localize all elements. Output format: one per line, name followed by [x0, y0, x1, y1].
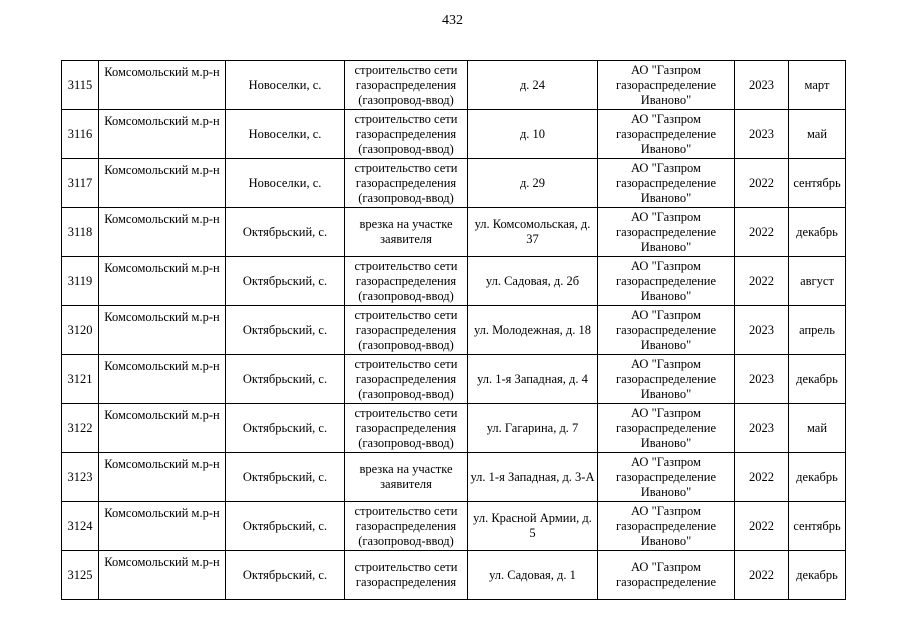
row-number: 3115 — [62, 61, 99, 110]
month-cell: сентябрь — [789, 502, 846, 551]
district-cell: Комсомольский м.р-н — [99, 159, 226, 208]
month-cell: декабрь — [789, 208, 846, 257]
district-cell: Комсомольский м.р-н — [99, 257, 226, 306]
address-cell: ул. Красной Армии, д. 5 — [468, 502, 598, 551]
row-number: 3123 — [62, 453, 99, 502]
locality-cell: Новоселки, с. — [226, 110, 345, 159]
month-cell: сентябрь — [789, 159, 846, 208]
organization-cell: АО "Газпром газораспределение Иваново" — [598, 306, 735, 355]
row-number: 3120 — [62, 306, 99, 355]
organization-cell: АО "Газпром газораспределение Иваново" — [598, 110, 735, 159]
locality-cell: Октябрьский, с. — [226, 502, 345, 551]
organization-cell: АО "Газпром газораспределение Иваново" — [598, 355, 735, 404]
organization-cell: АО "Газпром газораспределение Иваново" — [598, 257, 735, 306]
address-cell: ул. 1-я Западная, д. 4 — [468, 355, 598, 404]
row-number: 3125 — [62, 551, 99, 600]
row-number: 3116 — [62, 110, 99, 159]
locality-cell: Октябрьский, с. — [226, 404, 345, 453]
month-cell: май — [789, 404, 846, 453]
district-cell: Комсомольский м.р-н — [99, 404, 226, 453]
district-cell: Комсомольский м.р-н — [99, 306, 226, 355]
address-cell: ул. Садовая, д. 2б — [468, 257, 598, 306]
table-row — [62, 257, 846, 306]
district-cell: Комсомольский м.р-н — [99, 355, 226, 404]
month-cell: декабрь — [789, 453, 846, 502]
table-body — [62, 61, 846, 600]
year-cell: 2023 — [735, 110, 789, 159]
month-cell: апрель — [789, 306, 846, 355]
year-cell: 2022 — [735, 502, 789, 551]
work-type-cell: строительство сети газораспределения (газопровод-ввод) — [345, 404, 468, 453]
table-row — [62, 208, 846, 257]
address-cell: д. 10 — [468, 110, 598, 159]
locality-cell: Новоселки, с. — [226, 61, 345, 110]
table-row — [62, 110, 846, 159]
year-cell: 2022 — [735, 453, 789, 502]
gas-connection-table-wrapper — [61, 60, 845, 589]
work-type-cell: врезка на участке заявителя — [345, 208, 468, 257]
row-number: 3118 — [62, 208, 99, 257]
row-number: 3124 — [62, 502, 99, 551]
month-cell: март — [789, 61, 846, 110]
district-cell: Комсомольский м.р-н — [99, 453, 226, 502]
year-cell: 2022 — [735, 551, 789, 600]
work-type-cell: строительство сети газораспределения (газопровод-ввод) — [345, 306, 468, 355]
organization-cell: АО "Газпром газораспределение — [598, 551, 735, 600]
address-cell: ул. Молодежная, д. 18 — [468, 306, 598, 355]
year-cell: 2022 — [735, 257, 789, 306]
month-cell: май — [789, 110, 846, 159]
table-row — [62, 453, 846, 502]
table-row — [62, 355, 846, 404]
table-row — [62, 159, 846, 208]
district-cell: Комсомольский м.р-н — [99, 110, 226, 159]
year-cell: 2023 — [735, 306, 789, 355]
address-cell: ул. Садовая, д. 1 — [468, 551, 598, 600]
locality-cell: Октябрьский, с. — [226, 257, 345, 306]
organization-cell: АО "Газпром газораспределение Иваново" — [598, 502, 735, 551]
month-cell: декабрь — [789, 551, 846, 600]
gas-connection-table — [61, 60, 846, 600]
address-cell: д. 24 — [468, 61, 598, 110]
work-type-cell: врезка на участке заявителя — [345, 453, 468, 502]
district-cell: Комсомольский м.р-н — [99, 502, 226, 551]
row-number: 3117 — [62, 159, 99, 208]
year-cell: 2023 — [735, 61, 789, 110]
organization-cell: АО "Газпром газораспределение Иваново" — [598, 208, 735, 257]
district-cell: Комсомольский м.р-н — [99, 61, 226, 110]
district-cell: Комсомольский м.р-н — [99, 551, 226, 600]
year-cell: 2022 — [735, 159, 789, 208]
work-type-cell: строительство сети газораспределения (газопровод-ввод) — [345, 110, 468, 159]
year-cell: 2023 — [735, 404, 789, 453]
table-row — [62, 551, 846, 600]
work-type-cell: строительство сети газораспределения (газопровод-ввод) — [345, 355, 468, 404]
table-row — [62, 404, 846, 453]
row-number: 3119 — [62, 257, 99, 306]
table-row — [62, 306, 846, 355]
locality-cell: Октябрьский, с. — [226, 306, 345, 355]
address-cell: ул. Комсомольская, д. 37 — [468, 208, 598, 257]
address-cell: ул. 1-я Западная, д. 3-А — [468, 453, 598, 502]
month-cell: август — [789, 257, 846, 306]
district-cell: Комсомольский м.р-н — [99, 208, 226, 257]
address-cell: ул. Гагарина, д. 7 — [468, 404, 598, 453]
address-cell: д. 29 — [468, 159, 598, 208]
work-type-cell: строительство сети газораспределения (газопровод-ввод) — [345, 502, 468, 551]
work-type-cell: строительство сети газораспределения (газопровод-ввод) — [345, 159, 468, 208]
organization-cell: АО "Газпром газораспределение Иваново" — [598, 453, 735, 502]
work-type-cell: строительство сети газораспределения (газопровод-ввод) — [345, 61, 468, 110]
row-number: 3121 — [62, 355, 99, 404]
organization-cell: АО "Газпром газораспределение Иваново" — [598, 159, 735, 208]
page-number: 432 — [442, 13, 463, 28]
month-cell: декабрь — [789, 355, 846, 404]
locality-cell: Октябрьский, с. — [226, 355, 345, 404]
work-type-cell: строительство сети газораспределения — [345, 551, 468, 600]
year-cell: 2023 — [735, 355, 789, 404]
row-number: 3122 — [62, 404, 99, 453]
organization-cell: АО "Газпром газораспределение Иваново" — [598, 404, 735, 453]
year-cell: 2022 — [735, 208, 789, 257]
table-row — [62, 61, 846, 110]
locality-cell: Новоселки, с. — [226, 159, 345, 208]
organization-cell: АО "Газпром газораспределение Иваново" — [598, 61, 735, 110]
table-row — [62, 502, 846, 551]
locality-cell: Октябрьский, с. — [226, 551, 345, 600]
locality-cell: Октябрьский, с. — [226, 453, 345, 502]
work-type-cell: строительство сети газораспределения (газопровод-ввод) — [345, 257, 468, 306]
locality-cell: Октябрьский, с. — [226, 208, 345, 257]
